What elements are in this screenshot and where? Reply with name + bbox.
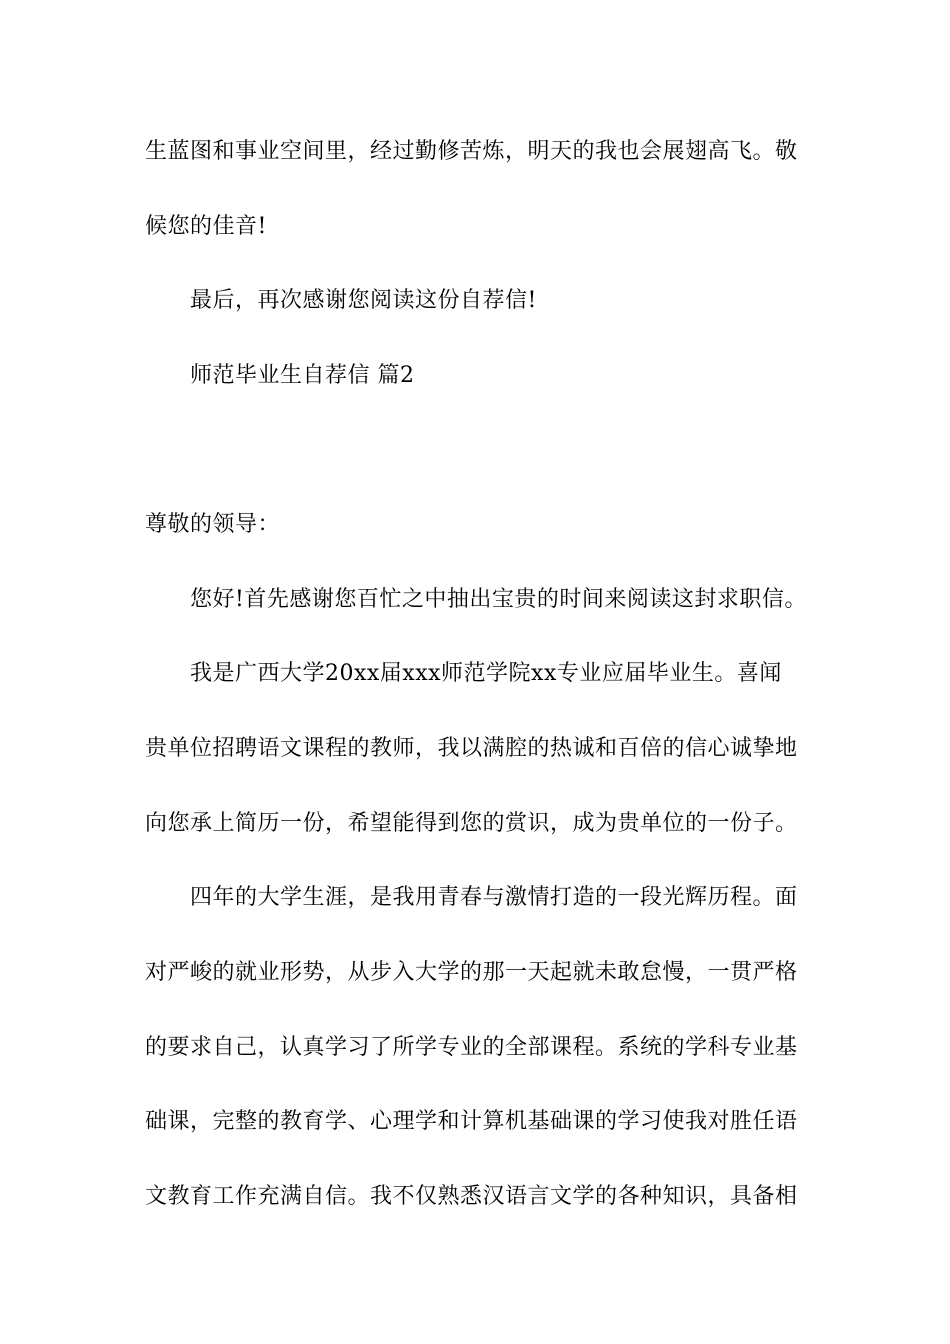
text-line: 向您承上简历一份，希望能得到您的赏识，成为贵单位的一份子。 (145, 811, 798, 836)
text-line: 础课，完整的教育学、心理学和计算机基础课的学习使我对胜任语 (145, 1109, 798, 1134)
paragraph-line: 您好!首先感谢您百忙之中抽出宝贵的时间来阅读这封求职信。 (190, 587, 807, 612)
salutation: 尊敬的领导： (145, 512, 281, 537)
text-line: 生蓝图和事业空间里，经过勤修苦炼，明天的我也会展翅高飞。敬 (145, 139, 798, 164)
text-line: 文教育工作充满自信。我不仅熟悉汉语言文学的各种知识，具备相 (145, 1184, 798, 1209)
text-line: 对严峻的就业形势，从步入大学的那一天起就未敢怠慢，一贯严格 (145, 960, 798, 985)
text-line: 的要求自己，认真学习了所学专业的全部课程。系统的学科专业基 (145, 1035, 798, 1060)
text-line: 候您的佳音! (145, 214, 267, 239)
paragraph-line: 我是广西大学20xx届xxx师范学院xx专业应届毕业生。喜闻 (190, 661, 782, 686)
paragraph-line: 四年的大学生涯，是我用青春与激情打造的一段光辉历程。面 (190, 885, 798, 910)
section-heading: 师范毕业生自荐信 篇2 (190, 363, 415, 388)
text-line: 贵单位招聘语文课程的教师，我以满腔的热诚和百倍的信心诚挚地 (145, 736, 798, 761)
paragraph-line: 最后，再次感谢您阅读这份自荐信! (190, 288, 537, 313)
